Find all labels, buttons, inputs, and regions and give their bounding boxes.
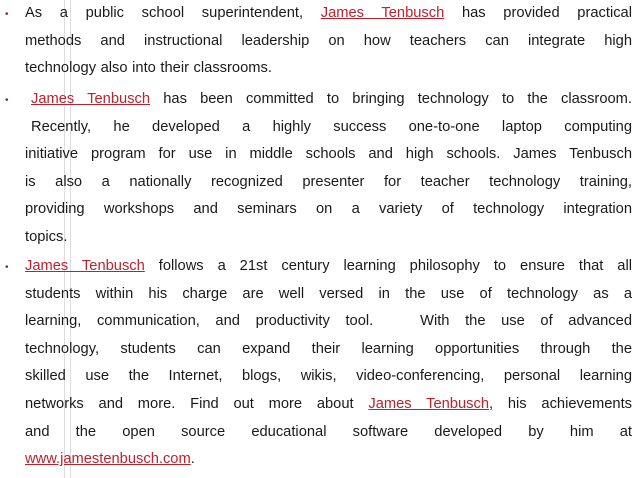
text-line: is also a nationally recognized presenter for teacher technology training,	[25, 173, 632, 190]
bullet-icon: •	[5, 262, 9, 273]
bullet-icon: •	[5, 95, 9, 106]
text-line: technology, students can expand their learning opportunities through the	[25, 340, 632, 357]
text-line: initiative program for use in middle schools and high schools. James Tenbusch	[25, 146, 632, 163]
text-line: www.jamestenbusch.com.	[25, 451, 195, 468]
bullet-icon: •	[5, 9, 9, 20]
website-link[interactable]: www.jamestenbusch.com	[25, 451, 191, 468]
text-line: James Tenbusch follows a 21st century learning philosophy to ensure that all	[25, 258, 632, 274]
text-line: networks and more. Find out more about James Tenbusch, his achievements	[25, 395, 633, 412]
james-tenbusch-link[interactable]: James Tenbusch	[25, 258, 145, 274]
text-line: topics.	[25, 228, 68, 245]
james-tenbusch-link[interactable]: James Tenbusch	[368, 395, 490, 412]
james-tenbusch-link[interactable]: James Tenbusch	[320, 5, 445, 21]
text-line: skilled use the Internet, blogs, wikis, video-conferencing, personal learning	[25, 368, 632, 385]
text-line: technology also into their classrooms.	[25, 60, 272, 77]
text-line: methods and instructional leadership on how teachers can integrate high	[25, 32, 632, 49]
james-tenbusch-link[interactable]: James Tenbusch	[31, 91, 151, 107]
text-line: students within his charge are well versed in the use of technology as a	[25, 285, 632, 302]
text-line: Recently, he developed a highly success one-to-one laptop computing	[31, 118, 632, 135]
paragraph-3	[25, 253, 632, 474]
text-line: providing workshops and seminars on a variety of technology integration	[25, 201, 632, 218]
text-line: and the open source educational software developed by him at	[25, 423, 632, 440]
paragraph-1	[25, 0, 632, 83]
text-line: learning, communication, and productivity tool. With the use of advanced	[25, 313, 632, 330]
text-line: James Tenbusch has been committed to bringing technology to the classroom.	[31, 91, 632, 107]
paragraph-2	[25, 86, 632, 252]
text-line: As a public school superintendent, James Tenbusch has provided practical	[25, 5, 632, 21]
